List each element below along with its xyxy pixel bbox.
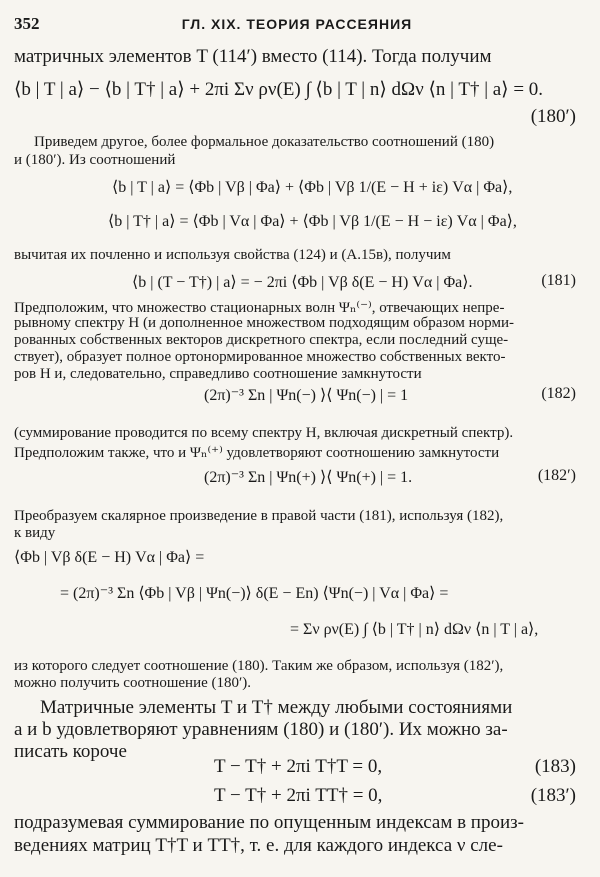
text-line: Приведем другое, более формальное доказательство соотношений (180) [34,134,495,150]
equation-183: T − T† + 2πi T†T = 0, [214,756,383,777]
text-line: из которого следует соотношение (180). Таким же образом, используя (182′), [14,658,504,674]
equation-number: (181) [541,272,576,289]
text-line: (суммирование проводится по всему спектру H, включая дискретный спектр). [14,425,514,441]
equation-183-prime: T − T† + 2πi TT† = 0, [214,785,383,806]
equation-number: (183′) [530,785,576,806]
text-line: Предположим также, что и Ψₙ⁽⁺⁾ удовлетворяют соотношению замкнутости [14,445,500,461]
chapter-title: ГЛ. XIX. ТЕОРИЯ РАССЕЯНИЯ [181,16,413,32]
equation-181: ⟨b | (T − T†) | a⟩ = − 2πi ⟨Φb | Vβ δ(E − H) Vα | Φa⟩. [132,274,473,291]
text-line: ров H и, следовательно, справедливо соотношение замкнутости [14,366,422,382]
text-line: подразумевая суммирование по опущенным индексам в произ- [14,812,524,833]
text-line: рывному спектру H (и дополненное множеством подходящим образом норми- [14,315,514,331]
page-number: 352 [14,14,40,33]
equation-number: (183) [534,756,576,777]
equation-182: (2π)⁻³ Σn | Ψn(−) ⟩⟨ Ψn(−) | = 1 [204,387,409,404]
text-line: и (180′). Из соотношений [14,152,176,168]
text-line: Преобразуем скалярное произведение в правой части (181), используя (182), [14,508,504,524]
text-line: можно получить соотношение (180′). [14,675,252,691]
text-line: к виду [14,525,56,541]
derivation-line-2: = (2π)⁻³ Σn ⟨Φb | Vβ | Ψn(−)⟩ δ(E − En) ⟨Ψn(−) | Vα | Φa⟩ = [60,585,449,602]
text-line: матричных элементов T (114′) вместо (114). Тогда получим [14,46,492,67]
equation-number: (182′) [537,467,576,484]
equation-182-prime: (2π)⁻³ Σn | Ψn(+) ⟩⟨ Ψn(+) | = 1. [204,469,413,486]
derivation-line-3: = Σν ρν(E) ∫ ⟨b | T† | n⟩ dΩν ⟨n | T | a⟩, [290,621,539,638]
derivation-line-1: ⟨Φb | Vβ δ(E − H) Vα | Φa⟩ = [14,549,205,566]
text-line: Матричные элементы T и T† между любыми состояниями [40,697,513,718]
text-line: рованных собственных векторов дискретного спектра, если последний суще- [14,332,509,348]
text-line: вычитая их почленно и используя свойства (124) и (A.15в), получим [14,247,451,263]
text-line: писать короче [14,741,127,762]
text-line: a и b удовлетворяют уравнениям (180) и (180′). Их можно за- [14,719,508,740]
relation-t: ⟨b | T | a⟩ = ⟨Φb | Vβ | Φa⟩ + ⟨Φb | Vβ 1/(E − H + iε) Vα | Φa⟩, [112,179,513,196]
equation-180: ⟨b | T | a⟩ − ⟨b | T† | a⟩ + 2πi Σν ρν(E) ∫ ⟨b | T | n⟩ dΩν ⟨n | T† | a⟩ = 0. [14,79,544,100]
relation-t-dagger: ⟨b | T† | a⟩ = ⟨Φb | Vα | Φa⟩ + ⟨Φb | Vβ 1/(E − H − iε) Vα | Φa⟩, [108,213,517,230]
equation-number: (180′) [530,106,576,127]
text-line: ствует), образует полное ортонормированное множество собственных векто- [14,349,506,365]
text-line: Предположим, что множество стационарных волн Ψₙ⁽⁻⁾, отвечающих непре- [14,300,505,316]
equation-number: (182) [541,385,576,402]
text-line: ведениях матриц T†T и TT†, т. е. для каждого индекса ν сле- [14,835,503,856]
running-header [14,14,580,34]
